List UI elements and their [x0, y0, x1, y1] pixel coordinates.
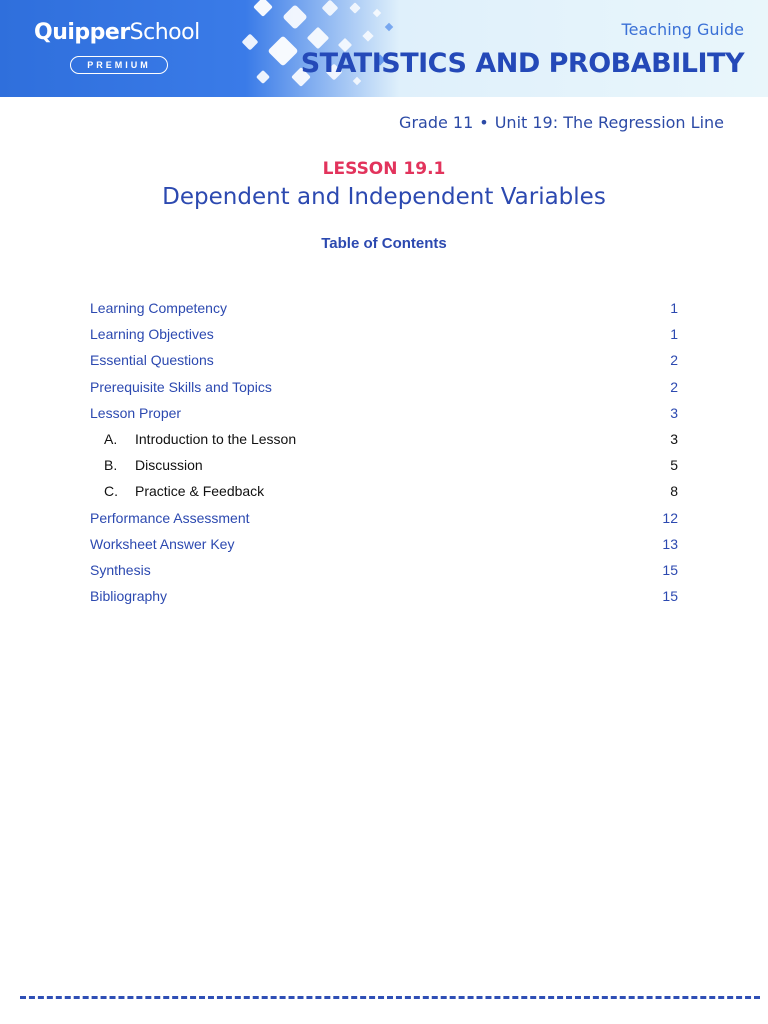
toc-item-page: 8	[670, 483, 678, 500]
toc-item-page: 1	[670, 326, 678, 343]
toc-item-page: 5	[670, 457, 678, 474]
breadcrumb	[399, 113, 724, 132]
toc-subitem-letter: B.	[104, 457, 118, 474]
toc-item-title: Bibliography	[90, 588, 168, 605]
brand-suffix: School	[129, 20, 200, 45]
subject-title: STATISTICS AND PROBABILITY	[300, 48, 744, 79]
toc-item-performance-assessment[interactable]	[90, 508, 678, 534]
toc-item-worksheet-answer-key[interactable]	[90, 534, 678, 560]
toc-item-prerequisite-skills[interactable]	[90, 377, 678, 403]
lesson-number: LESSON 19.1	[322, 159, 446, 179]
teaching-guide-label: Teaching Guide	[621, 20, 744, 39]
toc-subitem-practice-feedback[interactable]	[90, 481, 678, 507]
toc-item-title: Prerequisite Skills and Topics	[90, 378, 272, 395]
premium-badge: PREMIUM	[70, 56, 168, 74]
toc-item-page: 15	[662, 561, 678, 578]
toc-item-page: 12	[662, 509, 678, 526]
toc-item-synthesis[interactable]	[90, 560, 678, 586]
toc-item-learning-objectives[interactable]	[90, 324, 678, 350]
toc-item-title: Practice & Feedback	[135, 483, 265, 500]
toc-item-page: 2	[670, 352, 678, 369]
brand-name: Quipper	[34, 20, 130, 45]
toc-item-title: Essential Questions	[90, 352, 214, 369]
toc-item-bibliography[interactable]	[90, 586, 678, 612]
toc-subitem-letter: A.	[104, 430, 118, 447]
toc-item-page: 3	[670, 430, 678, 447]
toc-item-title: Lesson Proper	[90, 404, 182, 421]
table-of-contents	[90, 298, 678, 612]
toc-item-title: Learning Objectives	[90, 326, 214, 343]
breadcrumb-grade: Grade 11	[399, 113, 474, 132]
toc-item-title: Performance Assessment	[90, 509, 250, 526]
toc-item-page: 1	[670, 300, 678, 316]
toc-item-page: 2	[670, 378, 678, 395]
toc-heading: Table of Contents	[321, 235, 447, 252]
toc-item-essential-questions[interactable]	[90, 350, 678, 376]
toc-item-page: 15	[662, 588, 678, 605]
breadcrumb-unit: Unit 19: The Regression Line	[494, 113, 724, 132]
toc-item-page: 3	[670, 404, 678, 421]
quipper-school-logo	[34, 20, 200, 45]
toc-item-title: Learning Competency	[90, 300, 227, 316]
toc-item-title: Synthesis	[90, 561, 151, 578]
toc-subitem-introduction[interactable]	[90, 429, 678, 455]
lesson-title: Dependent and Independent Variables	[162, 184, 606, 210]
breadcrumb-separator: •	[479, 113, 489, 132]
toc-item-title: Discussion	[135, 457, 203, 474]
toc-item-title: Introduction to the Lesson	[135, 430, 297, 447]
toc-item-lesson-proper[interactable]	[90, 403, 678, 429]
footer-dashed-divider	[20, 996, 760, 999]
toc-item-learning-competency[interactable]	[90, 298, 678, 324]
toc-subitem-letter: C.	[104, 483, 118, 500]
toc-item-page: 13	[662, 535, 678, 552]
page-header	[0, 0, 768, 97]
toc-item-title: Worksheet Answer Key	[90, 535, 235, 552]
toc-subitem-discussion[interactable]	[90, 455, 678, 481]
